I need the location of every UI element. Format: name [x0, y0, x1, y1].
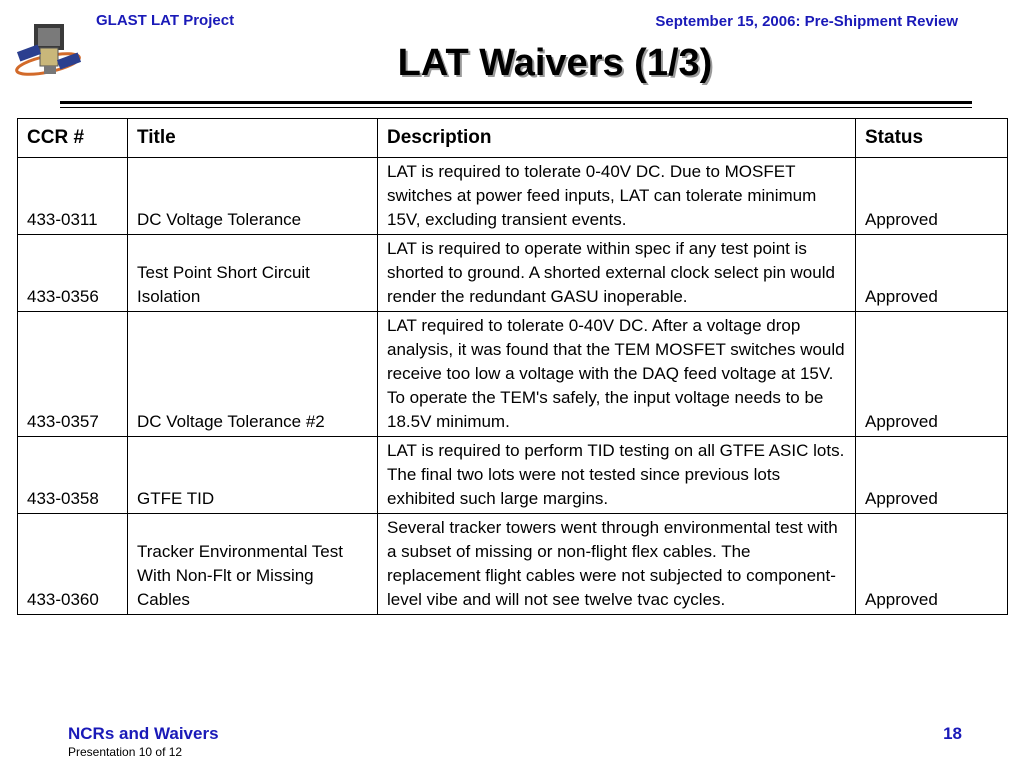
header-review-date: September 15, 2006: Pre-Shipment Review [655, 13, 958, 30]
column-header-ccr: CCR # [18, 119, 128, 158]
description-cell: Several tracker towers went through environmental test with a subset of missing or non-flight flex cables. The replacement flight cables were not subjected to component-level vibe and will not see twelve tvac cycles. [378, 514, 856, 615]
status-cell: Approved [856, 437, 1008, 514]
table-header-row [18, 119, 1008, 158]
ccr-cell: 433-0358 [18, 437, 128, 514]
table-row [18, 437, 1008, 514]
table-row [18, 158, 1008, 235]
title-divider-thin [60, 107, 972, 108]
description-cell: LAT required to tolerate 0-40V DC. After a voltage drop analysis, it was found that the TEM MOSFET switches would receive too low a voltage with the DAQ feed voltage at 15V. To operate the TEM's safely, the input voltage needs to be 18.5V minimum. [378, 312, 856, 437]
waivers-table [17, 118, 1008, 615]
description-cell: LAT is required to operate within spec if any test point is shorted to ground. A shorted external clock select pin would render the redundant GASU inoperable. [378, 235, 856, 312]
ccr-cell: 433-0357 [18, 312, 128, 437]
title-cell: DC Voltage Tolerance #2 [128, 312, 378, 437]
ccr-cell: 433-0311 [18, 158, 128, 235]
status-cell: Approved [856, 158, 1008, 235]
footer-section-name: NCRs and Waivers [68, 724, 219, 743]
status-cell: Approved [856, 514, 1008, 615]
slide-title: LAT Waivers (1/3) [397, 42, 713, 84]
status-cell: Approved [856, 235, 1008, 312]
header-project-name: GLAST LAT Project [96, 12, 235, 29]
table-row [18, 312, 1008, 437]
footer-page-number: 18 [943, 724, 962, 743]
title-cell: GTFE TID [128, 437, 378, 514]
table-row [18, 514, 1008, 615]
table-row [18, 235, 1008, 312]
column-header-description: Description [378, 119, 856, 158]
title-cell: Test Point Short Circuit Isolation [128, 235, 378, 312]
title-cell: Tracker Environmental Test With Non-Flt or Missing Cables [128, 514, 378, 615]
description-cell: LAT is required to perform TID testing on all GTFE ASIC lots. The final two lots were not tested since previous lots exhibited such large margins. [378, 437, 856, 514]
title-divider-thick [60, 101, 972, 104]
title-cell: DC Voltage Tolerance [128, 158, 378, 235]
status-cell: Approved [856, 312, 1008, 437]
ccr-cell: 433-0356 [18, 235, 128, 312]
description-cell: LAT is required to tolerate 0-40V DC. Due to MOSFET switches at power feed inputs, LAT can tolerate minimum 15V, excluding transient events. [378, 158, 856, 235]
column-header-title: Title [128, 119, 378, 158]
ccr-cell: 433-0360 [18, 514, 128, 615]
footer-presentation-count: Presentation 10 of 12 [68, 745, 183, 759]
column-header-status: Status [856, 119, 1008, 158]
